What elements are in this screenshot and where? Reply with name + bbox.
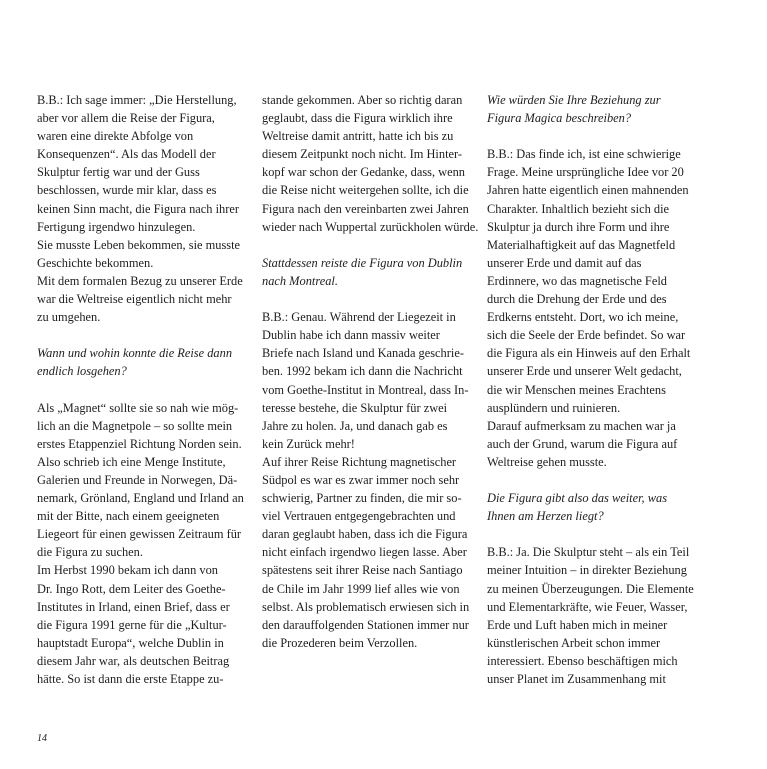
text-line: Jahre zu holen. Ja, und danach gab es: [262, 418, 448, 433]
text-line: kopf war schon der Gedanke, dass, wenn: [262, 165, 466, 180]
text-line: teresse bestehe, die Skulptur für zwei: [262, 400, 448, 415]
text-line: spätestens seit ihrer Reise nach Santiago: [262, 563, 463, 578]
text-line: die Reise nicht weitergehen sollte, ich die: [262, 183, 469, 198]
text-line: Als „Magnet“ sollte sie so nah wie mög-: [37, 400, 239, 415]
text-line: selbst. Als problematisch erwiesen sich in: [262, 599, 470, 614]
paragraph-gap: [262, 290, 474, 308]
text-line: sich die Seele der Erde befindet. So war: [487, 328, 686, 343]
text-line: Erdinnere, wo das magnetische Feld: [487, 273, 667, 288]
text-line: Skulptur ja durch ihre Form und ihre: [487, 219, 670, 234]
text-line: auch der Grund, warum die Figura auf: [487, 436, 678, 451]
text-line: vom Goethe-Institut in Montreal, dass In-: [262, 382, 469, 397]
interview-answer: [487, 543, 699, 688]
text-line: stande gekommen. Aber so richtig daran: [262, 93, 463, 107]
text-line: kein Zurück mehr!: [262, 436, 355, 451]
text-line: daran geglaubt haben, dass ich die Figura: [262, 527, 468, 542]
text-line: die Prozederen beim Verzollen.: [262, 635, 418, 650]
text-line: Die Figura gibt also das weiter, was: [487, 491, 668, 506]
text-line: erstes Etappenziel Richtung Norden sein.: [37, 436, 242, 451]
text-column-2: [262, 91, 479, 652]
text-line: viel Vertrauen entgegengebrachten und: [262, 509, 456, 524]
text-line: Geschichte bekommen.: [37, 255, 154, 270]
text-line: ben. 1992 bekam ich dann die Nachricht: [262, 364, 463, 379]
text-line: Dublin habe ich dann massiv weiter: [262, 328, 440, 343]
paragraph-gap: [37, 326, 249, 344]
text-line: geglaubt, dass die Figura wirklich ihre: [262, 111, 453, 126]
text-line: hauptstadt Europa“, welche Dublin in: [37, 635, 224, 650]
text-line: Erdkerns entsteht. Dort, wo ich meine,: [487, 310, 679, 325]
text-line: Auf ihrer Reise Richtung magnetischer: [262, 454, 457, 469]
text-line: nicht einfach irgendwo liegen lasse. Aber: [262, 545, 467, 560]
text-line: wieder nach Wuppertal zurückholen würde.: [262, 219, 479, 234]
text-line: künstlerischen Arbeit schon immer: [487, 635, 661, 650]
text-line: Institutes in Irland, einen Brief, dass er: [37, 599, 230, 614]
text-line: Südpol es war es zwar immer noch sehr: [262, 472, 460, 487]
paragraph-gap: [487, 471, 699, 489]
text-line: die Figura zu suchen.: [37, 545, 143, 560]
text-line: lich an die Magnetpole – so sollte mein: [37, 418, 233, 433]
text-line: Figura nach den vereinbarten zwei Jahren: [262, 201, 469, 216]
text-line: durch die Drehung der Erde und des: [487, 292, 667, 307]
paragraph-gap: [487, 127, 699, 145]
text-line: endlich losgehen?: [37, 364, 127, 379]
interview-answer: [487, 145, 699, 471]
text-line: Wann und wohin konnte die Reise dann: [37, 346, 233, 361]
text-line: Skulptur fertig war und der Guss: [37, 165, 200, 180]
text-line: Stattdessen reiste die Figura von Dublin: [262, 255, 463, 270]
text-line: war die Weltreise eigentlich nicht mehr: [37, 292, 232, 307]
text-line: Figura Magica beschreiben?: [487, 111, 632, 126]
text-line: Liegeort für einen gewissen Zeitraum für: [37, 527, 242, 542]
interview-answer: [262, 308, 474, 652]
text-line: beschlossen, wurde mir klar, dass es: [37, 183, 217, 198]
text-line: Jahren hatte eigentlich einen mahnenden: [487, 183, 689, 198]
text-line: Weltreise damit antritt, hatte ich bis zu: [262, 129, 454, 144]
interview-question: [487, 91, 699, 127]
text-line: hätte. So ist dann die erste Etappe zu-: [37, 672, 224, 686]
text-line: Dr. Ingo Rott, dem Leiter des Goethe-: [37, 581, 226, 596]
interview-answer: [262, 91, 479, 236]
text-line: Mit dem formalen Bezug zu unserer Erde: [37, 273, 243, 288]
text-line: den darauffolgenden Stationen immer nur: [262, 617, 469, 632]
text-line: diesem Zeitpunkt noch nicht. Im Hinter-: [262, 147, 463, 162]
text-line: nemark, Grönland, England und Irland an: [37, 491, 244, 506]
text-line: Sie musste Leben bekommen, sie musste: [37, 237, 241, 252]
interview-question: [487, 489, 699, 525]
text-line: waren eine direkte Abfolge von: [37, 129, 194, 144]
text-line: Galerien und Freunde in Norwegen, Dä-: [37, 472, 238, 487]
text-line: Erde und Luft haben mich in meiner: [487, 617, 668, 632]
text-line: unserer Erde und damit auf das: [487, 255, 642, 270]
text-line: schwierig, Partner zu finden, die mir so-: [262, 491, 462, 506]
text-column-3: [487, 91, 699, 688]
text-line: ausplündern und ruinieren.: [487, 400, 621, 415]
text-line: mit der Bitte, nach einem geeigneten: [37, 509, 220, 524]
text-line: interessiert. Ebenso beschäftigen mich: [487, 653, 678, 668]
text-line: Konsequenzen“. Als das Modell der: [37, 147, 216, 162]
text-line: die Figura 1991 gerne für die „Kultur-: [37, 617, 227, 632]
text-line: Weltreise gehen musste.: [487, 454, 607, 469]
text-line: meiner Intuition – in direkter Beziehung: [487, 563, 687, 578]
text-column-1: [37, 91, 249, 688]
text-line: unser Planet im Zusammenhang mit: [487, 672, 666, 686]
text-line: B.B.: Ich sage immer: „Die Herstellung,: [37, 93, 237, 107]
text-line: Darauf aufmerksam zu machen war ja: [487, 418, 676, 433]
paragraph-gap: [37, 381, 249, 399]
paragraph-gap: [487, 525, 699, 543]
text-line: Im Herbst 1990 bekam ich dann von: [37, 563, 219, 578]
interview-answer: [37, 399, 249, 689]
text-line: de Chile im Jahr 1999 lief alles wie von: [262, 581, 460, 596]
interview-answer: [37, 91, 249, 326]
text-line: diesem Jahr war, als deutschen Beitrag: [37, 653, 230, 668]
text-line: die Figura als ein Hinweis auf den Erhalt: [487, 346, 691, 361]
text-line: Ihnen am Herzen liegt?: [487, 509, 604, 524]
text-line: Also schrieb ich eine Menge Institute,: [37, 454, 226, 469]
text-line: B.B.: Ja. Die Skulptur steht – als ein Teil: [487, 545, 690, 560]
text-line: B.B.: Das finde ich, ist eine schwierige: [487, 147, 681, 162]
text-line: nach Montreal.: [262, 273, 338, 288]
text-line: B.B.: Genau. Während der Liegezeit in: [262, 310, 456, 325]
text-line: und Elementarkräfte, wie Feuer, Wasser,: [487, 599, 688, 614]
page-number: 14: [37, 733, 47, 744]
text-line: zu umgehen.: [37, 310, 101, 325]
interview-question: [37, 344, 249, 380]
text-line: Materialhaftigkeit auf das Magnetfeld: [487, 237, 676, 252]
text-line: aber vor allem die Reise der Figura,: [37, 111, 215, 126]
text-line: Fertigung irgendwo hinzulegen.: [37, 219, 196, 234]
text-line: Briefe nach Island und Kanada geschrie-: [262, 346, 464, 361]
text-line: die wir Menschen meines Erachtens: [487, 382, 666, 397]
interview-question: [262, 254, 474, 290]
text-line: zu meinen Überzeugungen. Die Elemente: [487, 581, 694, 596]
text-line: Wie würden Sie Ihre Beziehung zur: [487, 93, 661, 107]
text-line: Charakter. Inhaltlich bezieht sich die: [487, 201, 670, 216]
paragraph-gap: [262, 236, 474, 254]
text-line: Frage. Meine ursprüngliche Idee vor 20: [487, 165, 684, 180]
text-line: unserer Erde und unserer Welt gedacht,: [487, 364, 682, 379]
text-line: keinen Sinn macht, die Figura nach ihrer: [37, 201, 239, 216]
